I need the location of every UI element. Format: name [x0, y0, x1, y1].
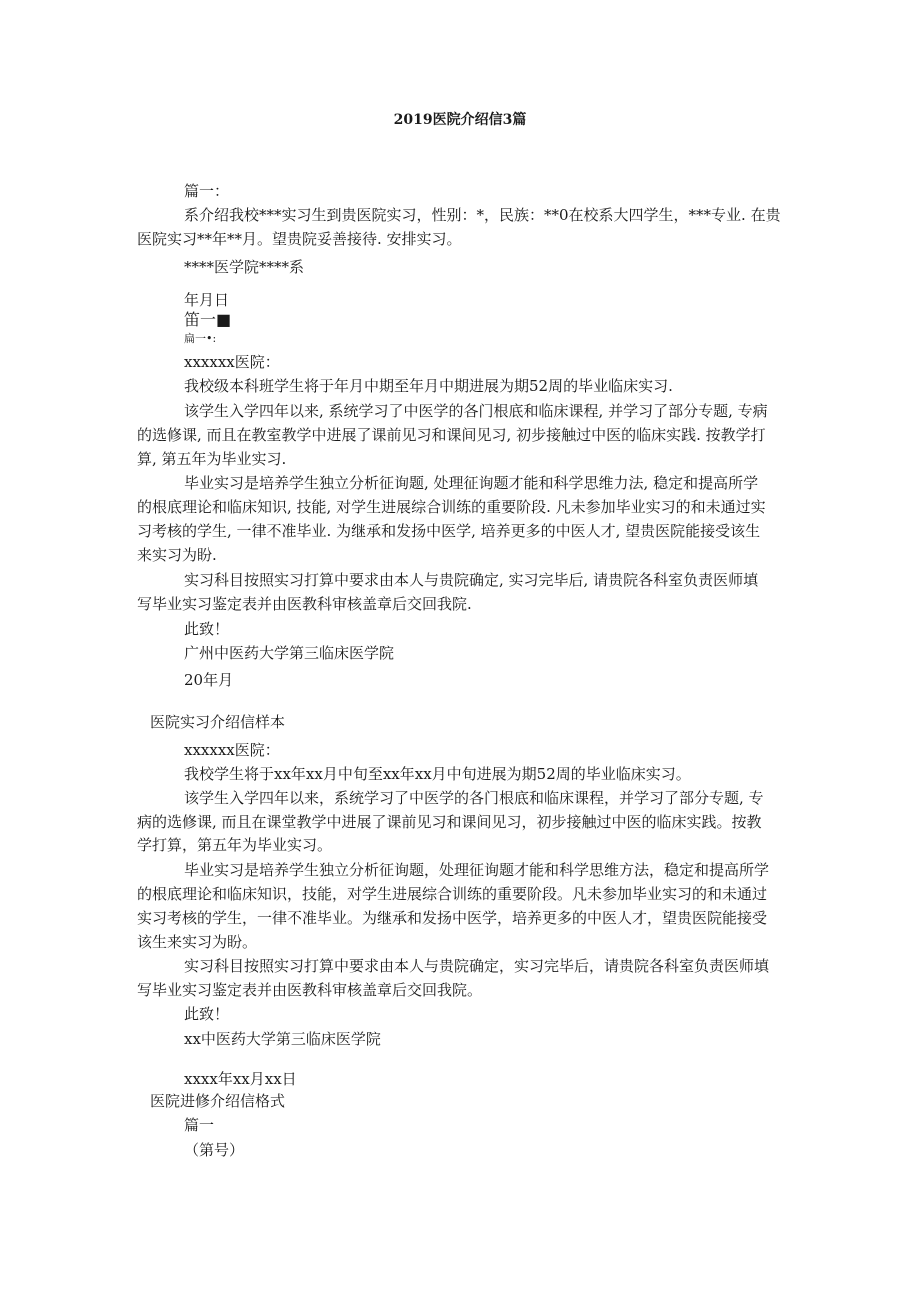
- section3-para3-line1: 毕业实习是培养学生独立分析征询题，处理征询题才能和科学思维方法，稳定和提高所学: [184, 861, 770, 879]
- section2-recipient: xxxxxx医院：: [184, 353, 280, 371]
- section4-heading: 医院进修介绍信格式: [150, 1092, 286, 1110]
- section2-para2-line1: 该学生入学四年以来, 系统学习了中医学的各门根底和临床课程, 并学习了部分专题, 专病: [184, 402, 768, 420]
- section2-para1: 我校级本科班学生将于年月中期至年月中期进展为期52周的毕业临床实习.: [184, 377, 673, 395]
- section2-heading: 笛一■: [184, 310, 232, 329]
- section3-date: xxxx年xx月xx日: [184, 1070, 297, 1088]
- section3-closing: 此致！: [184, 1005, 230, 1023]
- section3-para3-line3: 实习考核的学生，一律不准毕业。为继承和发扬中医学，培养更多的中医人才，望贵医院能接受: [137, 909, 768, 927]
- section3-para4-line1: 实习科目按照实习打算中要求由本人与贵院确定，实习完毕后，请贵院各科室负责医师填: [184, 957, 770, 975]
- section3-para2-line2: 病的选修课, 而且在课堂教学中进展了课前见习和课间见习，初步接触过中医的临床实践。按教: [137, 813, 762, 831]
- section3-para3-line2: 的根底理论和临床知识，技能，对学生进展综合训练的重要阶段。凡未参加毕业实习的和未通过: [137, 885, 768, 903]
- section2-para2-line2: 的选修课, 而且在教室教学中进展了课前见习和课间见习, 初步接触过中医的临床实践. 按教学打: [137, 426, 766, 444]
- section4-number-label: （第号）: [184, 1141, 245, 1159]
- section1-body-line2: 医院实习**年**月。望贵院妥善接待. 安排实习。: [137, 230, 462, 248]
- section2-para3-line1: 毕业实习是培养学生独立分析征询题, 处理征询题才能和科学思维力法, 稳定和提高所学: [184, 474, 759, 492]
- section2-para4-line1: 实习科目按照实习打算中要求由本人与贵院确定, 实习完毕后, 请贵院各科室负责医师填: [184, 571, 759, 589]
- section3-para2-line3: 学打算，第五年为毕业实习。: [137, 836, 333, 854]
- section2-subheading: 扁一•:: [184, 332, 217, 345]
- section2-signature: 广州中医药大学第三临床医学院: [184, 644, 395, 662]
- section2-para3-line4: 来实习为盼.: [137, 546, 217, 564]
- section1-heading: 篇一：: [184, 182, 230, 200]
- section3-heading: 医院实习介绍信样本: [150, 713, 286, 731]
- section2-para2-line3: 算, 第五年为毕业实习.: [137, 450, 287, 468]
- section2-para3-line3: 习考核的学生, 一律不准毕业. 为继承和发扬中医学, 培养更多的中医人才, 望贵医院能接受该生: [137, 522, 761, 540]
- section3-para3-line4: 该生来实习为盼。: [137, 933, 258, 951]
- section3-para2-line1: 该学生入学四年以来，系统学习了中医学的各门根底和临床课程，并学习了部分专题, 专: [184, 789, 764, 807]
- section1-date: 年月日: [184, 291, 230, 309]
- section2-para3-line2: 的根底理论和临床知识, 技能, 对学生进展综合训练的重要阶段. 凡未参加毕业实习的和未通过实: [137, 498, 766, 516]
- section2-para4-line2: 写毕业实习鉴定表并由医教科审核盖章后交回我院.: [137, 595, 472, 613]
- section4-subheading: 篇一: [184, 1116, 215, 1134]
- section3-recipient: xxxxxx医院：: [184, 741, 280, 759]
- section1-body-line1: 系介绍我校***实习生到贵医院实习，性别：*，民族：**0在校系大四学生，***专业. 在贵: [184, 206, 781, 224]
- document-title: 2019医院介绍信3篇: [393, 112, 527, 128]
- section3-para1: 我校学生将于xx年xx月中旬至xx年xx月中旬进展为期52周的毕业临床实习。: [184, 765, 691, 783]
- section3-signature: xx中医药大学第三临床医学院: [184, 1030, 381, 1048]
- section3-para4-line2: 写毕业实习鉴定表并由医教科审核盖章后交回我院。: [137, 981, 483, 999]
- section1-signature: ****医学院****系: [184, 258, 305, 276]
- section2-date: 20年月: [184, 671, 234, 689]
- section2-closing: 此致！: [184, 620, 230, 638]
